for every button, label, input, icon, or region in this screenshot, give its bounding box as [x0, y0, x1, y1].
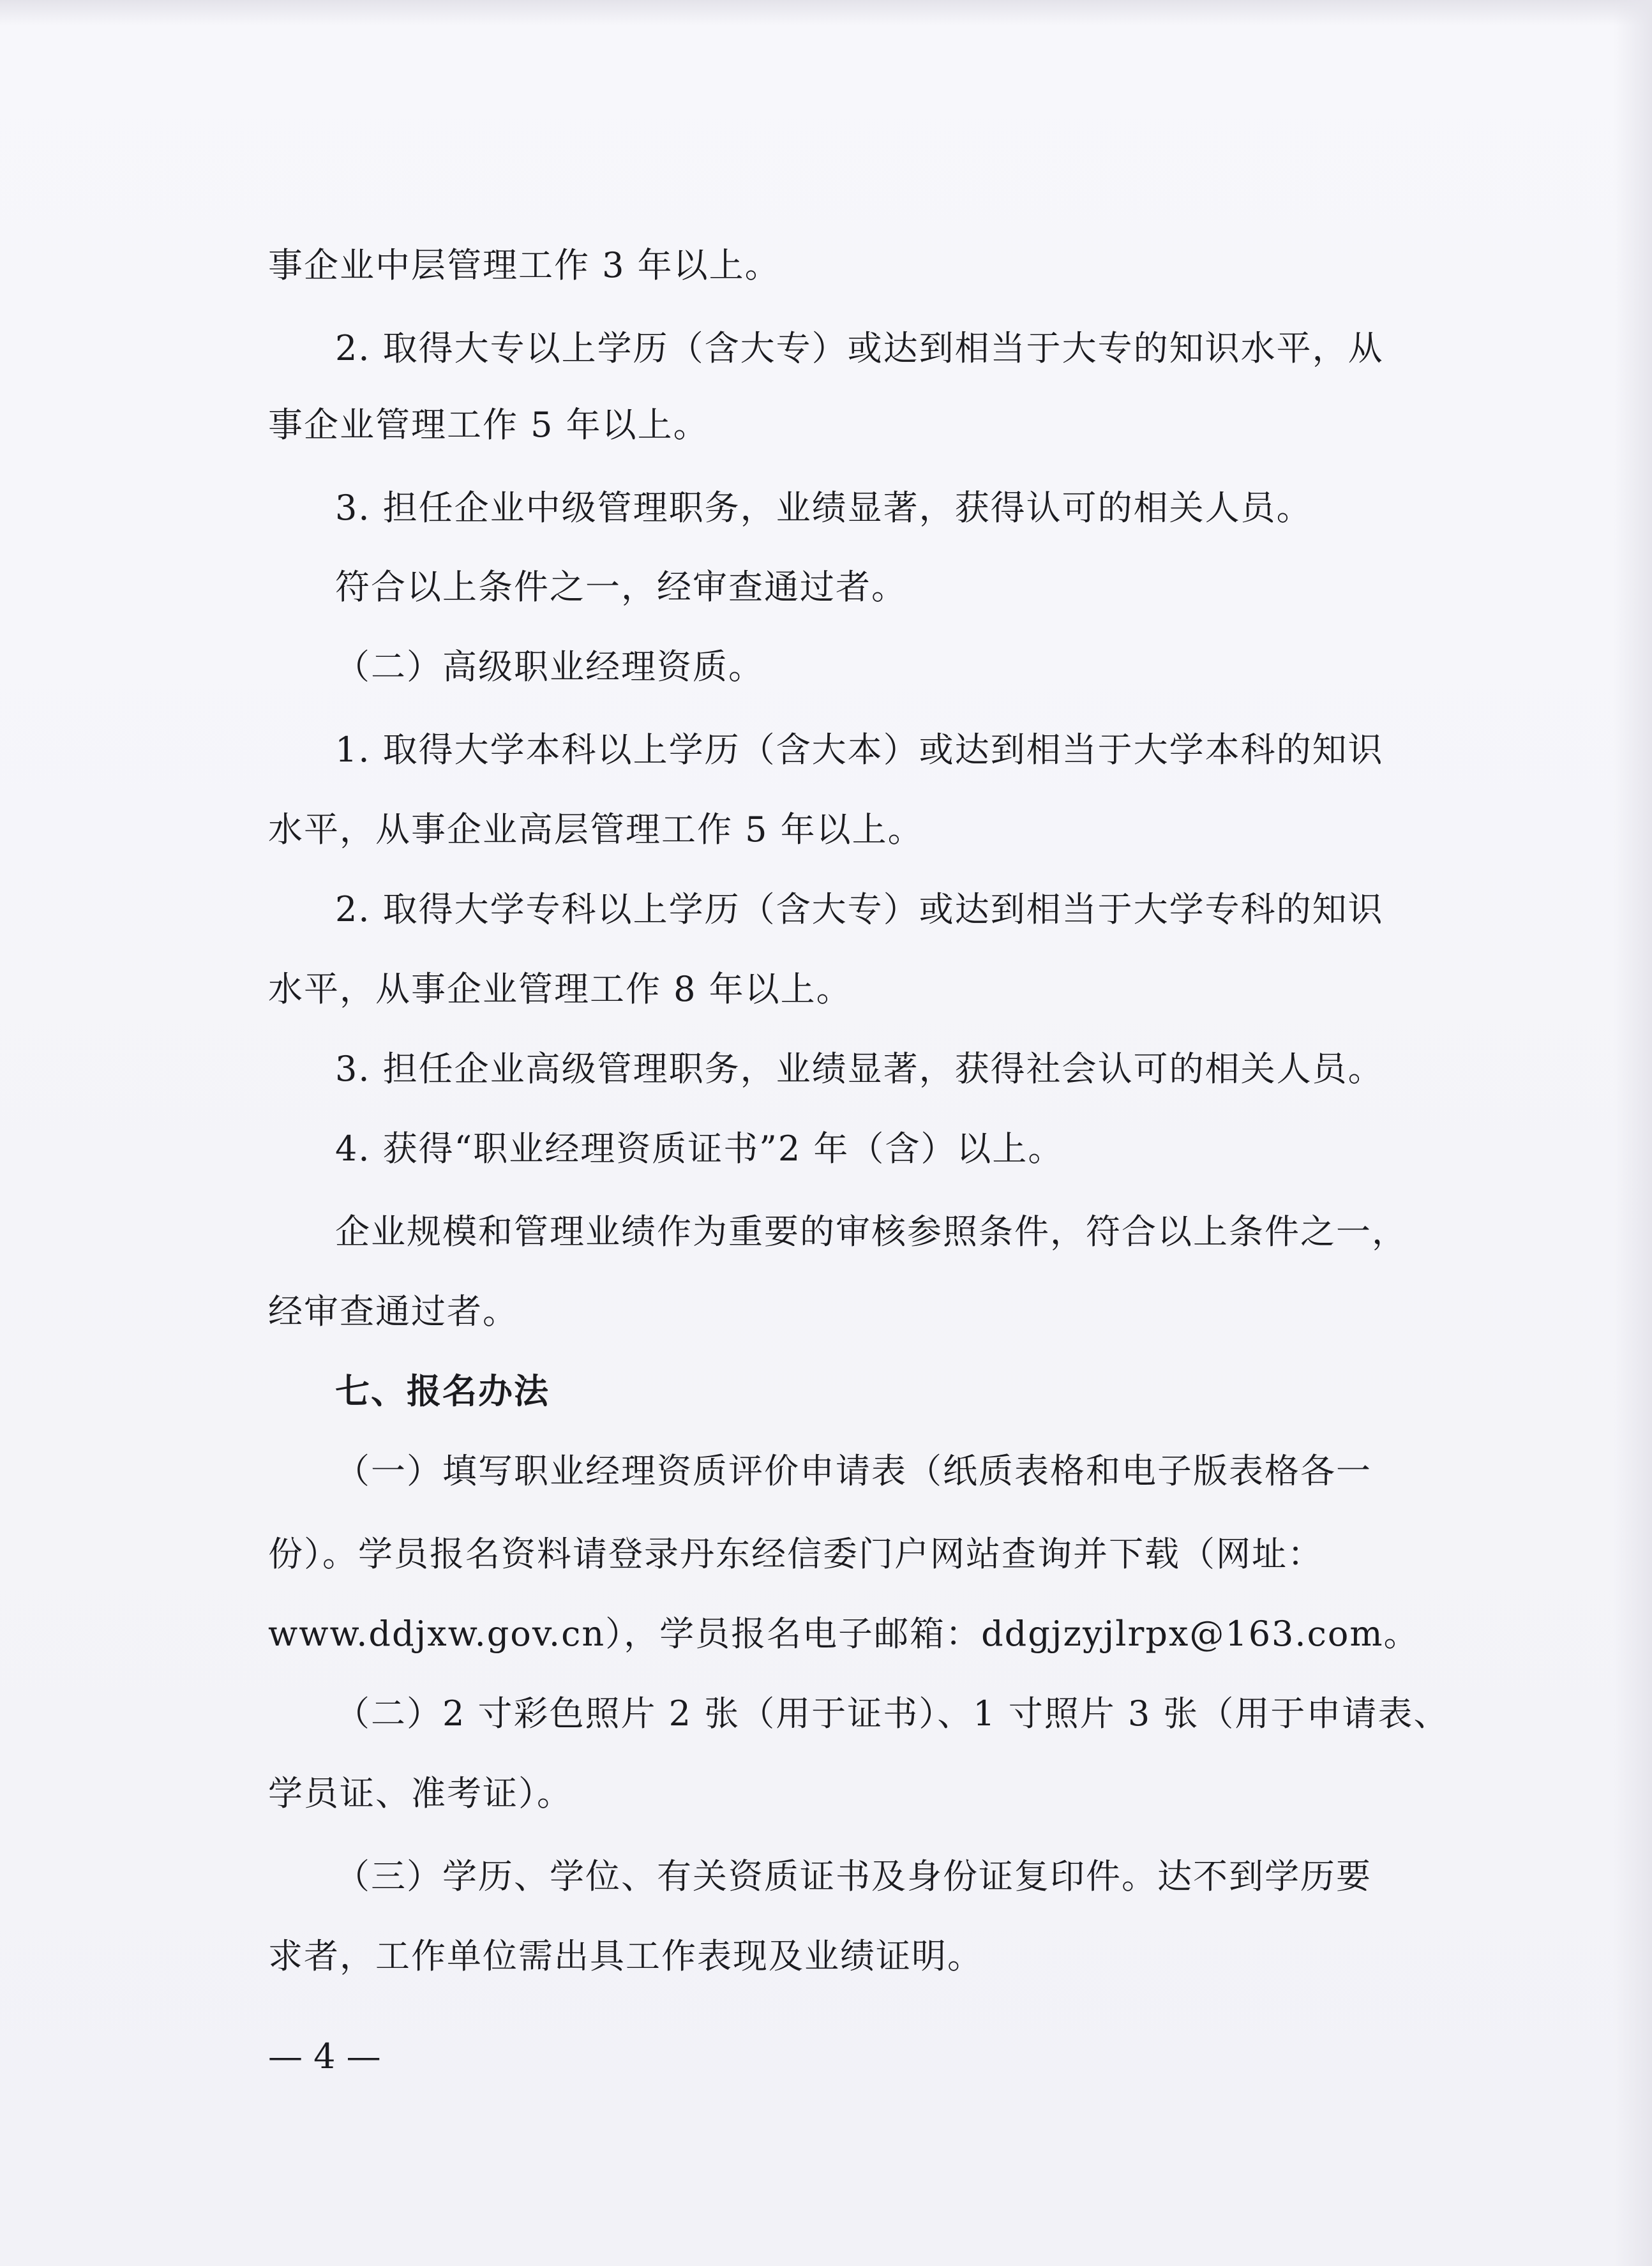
body-line-13: 企业规模和管理业绩作为重要的审核参照条件，符合以上条件之一，	[335, 1212, 1408, 1252]
body-line-1: 事企业中层管理工作 3 年以上。	[268, 245, 781, 285]
body-line-19: （二）2 寸彩色照片 2 张（用于证书）、1 寸照片 3 张（用于申请表、	[335, 1693, 1450, 1734]
section-heading-registration: 七、报名办法	[335, 1371, 550, 1411]
body-line-4: 3. 担任企业中级管理职务，业绩显著，获得认可的相关人员。	[335, 488, 1312, 528]
page-shadow-top	[0, 0, 1652, 26]
page-shadow-right	[1614, 0, 1652, 2266]
body-line-10: 水平，从事企业管理工作 8 年以上。	[268, 969, 852, 1009]
body-line-5: 符合以上条件之一，经审查通过者。	[335, 567, 907, 607]
body-line-7: 1. 取得大学本科以上学历（含大本）或达到相当于大学本科的知识	[335, 730, 1384, 770]
body-line-16: （一）填写职业经理资质评价申请表（纸质表格和电子版表格各一	[335, 1451, 1372, 1491]
body-line-urls: www.ddjxw.gov.cn），学员报名电子邮箱：ddgjzyjlrpx@163.com。	[268, 1614, 1420, 1654]
body-line-9: 2. 取得大学专科以上学历（含大专）或达到相当于大学专科的知识	[335, 889, 1384, 929]
body-line-12: 4. 获得“职业经理资质证书”2 年（含）以上。	[335, 1129, 1064, 1169]
body-line-22: 求者，工作单位需出具工作表现及业绩证明。	[268, 1936, 983, 1976]
body-line-20: 学员证、准考证）。	[268, 1773, 573, 1813]
body-line-17: 份）。学员报名资料请登录丹东经信委门户网站查询并下载（网址：	[268, 1534, 1323, 1574]
body-line-21: （三）学历、学位、有关资质证书及身份证复印件。达不到学历要	[335, 1856, 1372, 1896]
body-line-14: 经审查通过者。	[268, 1291, 518, 1332]
body-line-11: 3. 担任企业高级管理职务，业绩显著，获得社会认可的相关人员。	[335, 1049, 1384, 1089]
body-line-8: 水平，从事企业高层管理工作 5 年以上。	[268, 809, 924, 850]
subheading-senior-qualification: （二）高级职业经理资质。	[335, 647, 764, 687]
body-line-3: 事企业管理工作 5 年以上。	[268, 405, 709, 445]
body-line-2: 2. 取得大专以上学历（含大专）或达到相当于大专的知识水平，从	[335, 328, 1384, 368]
page-number: — 4 —	[268, 2036, 381, 2076]
